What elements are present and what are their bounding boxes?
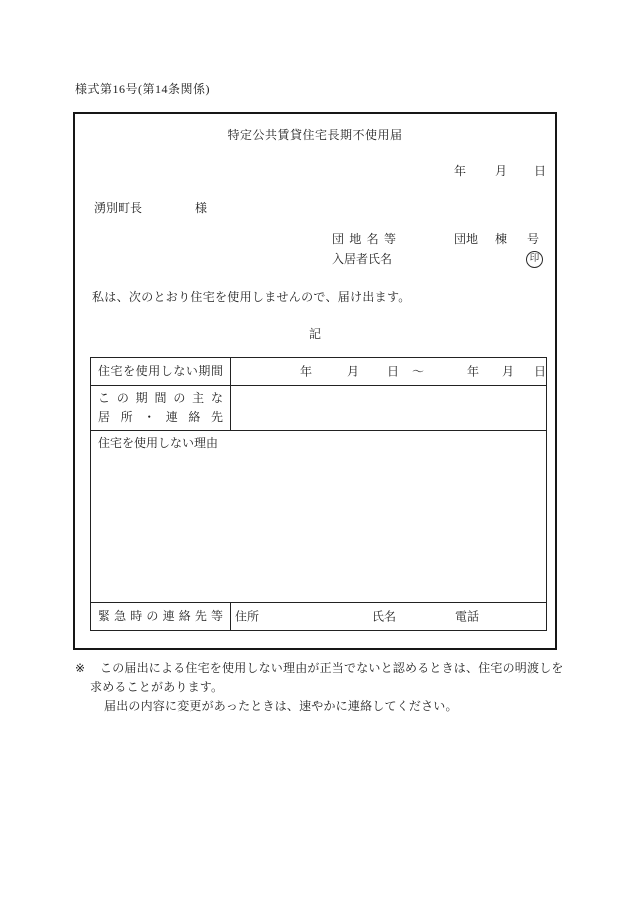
complex-unit-label: 団地	[454, 232, 479, 246]
housing-complex-line	[75, 232, 555, 248]
period-row-value-cell	[231, 358, 546, 385]
date-day-label: 日	[534, 164, 547, 178]
table-row-residence	[91, 385, 546, 430]
form-title: 特定公共賃貸住宅長期不使用届	[227, 128, 403, 142]
table-row-reason	[91, 430, 546, 602]
record-heading: 記	[308, 327, 321, 341]
room-unit-label: 号	[527, 232, 540, 246]
form-table	[90, 357, 547, 631]
declaration-text: 私は、次のとおり住宅を使用しませんので、届け出ます。	[92, 290, 411, 304]
residence-row-label-line1: この期間の主な	[98, 391, 223, 406]
emergency-phone-label: 電話	[455, 609, 480, 623]
emergency-row-label: 緊急時の連絡先等	[98, 609, 223, 623]
complex-name-label: 団地名等	[332, 232, 396, 246]
residence-row-value-cell	[231, 386, 546, 430]
note-asterisk-mark: ※	[75, 661, 86, 675]
date-line	[75, 164, 555, 180]
period-start-year-label: 年	[300, 364, 313, 378]
emergency-row-value-cell	[231, 603, 546, 630]
table-row-emergency	[91, 602, 546, 630]
residence-row-label-line2: 居所・連絡先	[98, 410, 223, 424]
period-tilde-separator: ～	[412, 364, 425, 378]
emergency-name-label: 氏名	[372, 609, 397, 623]
date-month-label: 月	[495, 164, 508, 178]
seal-placeholder-icon: 印	[526, 251, 543, 268]
period-start-month-label: 月	[347, 364, 360, 378]
period-row-label: 住宅を使用しない期間	[98, 364, 223, 378]
date-year-label: 年	[454, 164, 467, 178]
addressee-name: 湧別町長	[94, 201, 143, 215]
form-border-box	[73, 112, 557, 650]
note-line3: 届出の内容に変更があったときは、速やかに連絡してください。	[104, 699, 458, 713]
period-end-year-label: 年	[467, 364, 480, 378]
note-line2: 求めることがあります。	[90, 680, 224, 694]
resident-name-line	[75, 252, 555, 270]
reason-row-label: 住宅を使用しない理由	[98, 436, 219, 450]
addressee-honorific: 様	[195, 201, 208, 215]
period-end-day-label: 日	[534, 364, 547, 378]
period-end-month-label: 月	[502, 364, 515, 378]
resident-name-label: 入居者氏名	[332, 252, 393, 266]
period-start-day-label: 日	[387, 364, 400, 378]
table-row-period	[91, 358, 546, 385]
note-line1: この届出による住宅を使用しない理由が正当でないと認めるときは、住宅の明渡しを	[100, 661, 564, 675]
emergency-address-label: 住所	[235, 609, 260, 623]
building-unit-label: 棟	[495, 232, 508, 246]
addressee-line	[75, 201, 555, 217]
form-number-label: 様式第16号(第14条関係)	[75, 82, 210, 96]
